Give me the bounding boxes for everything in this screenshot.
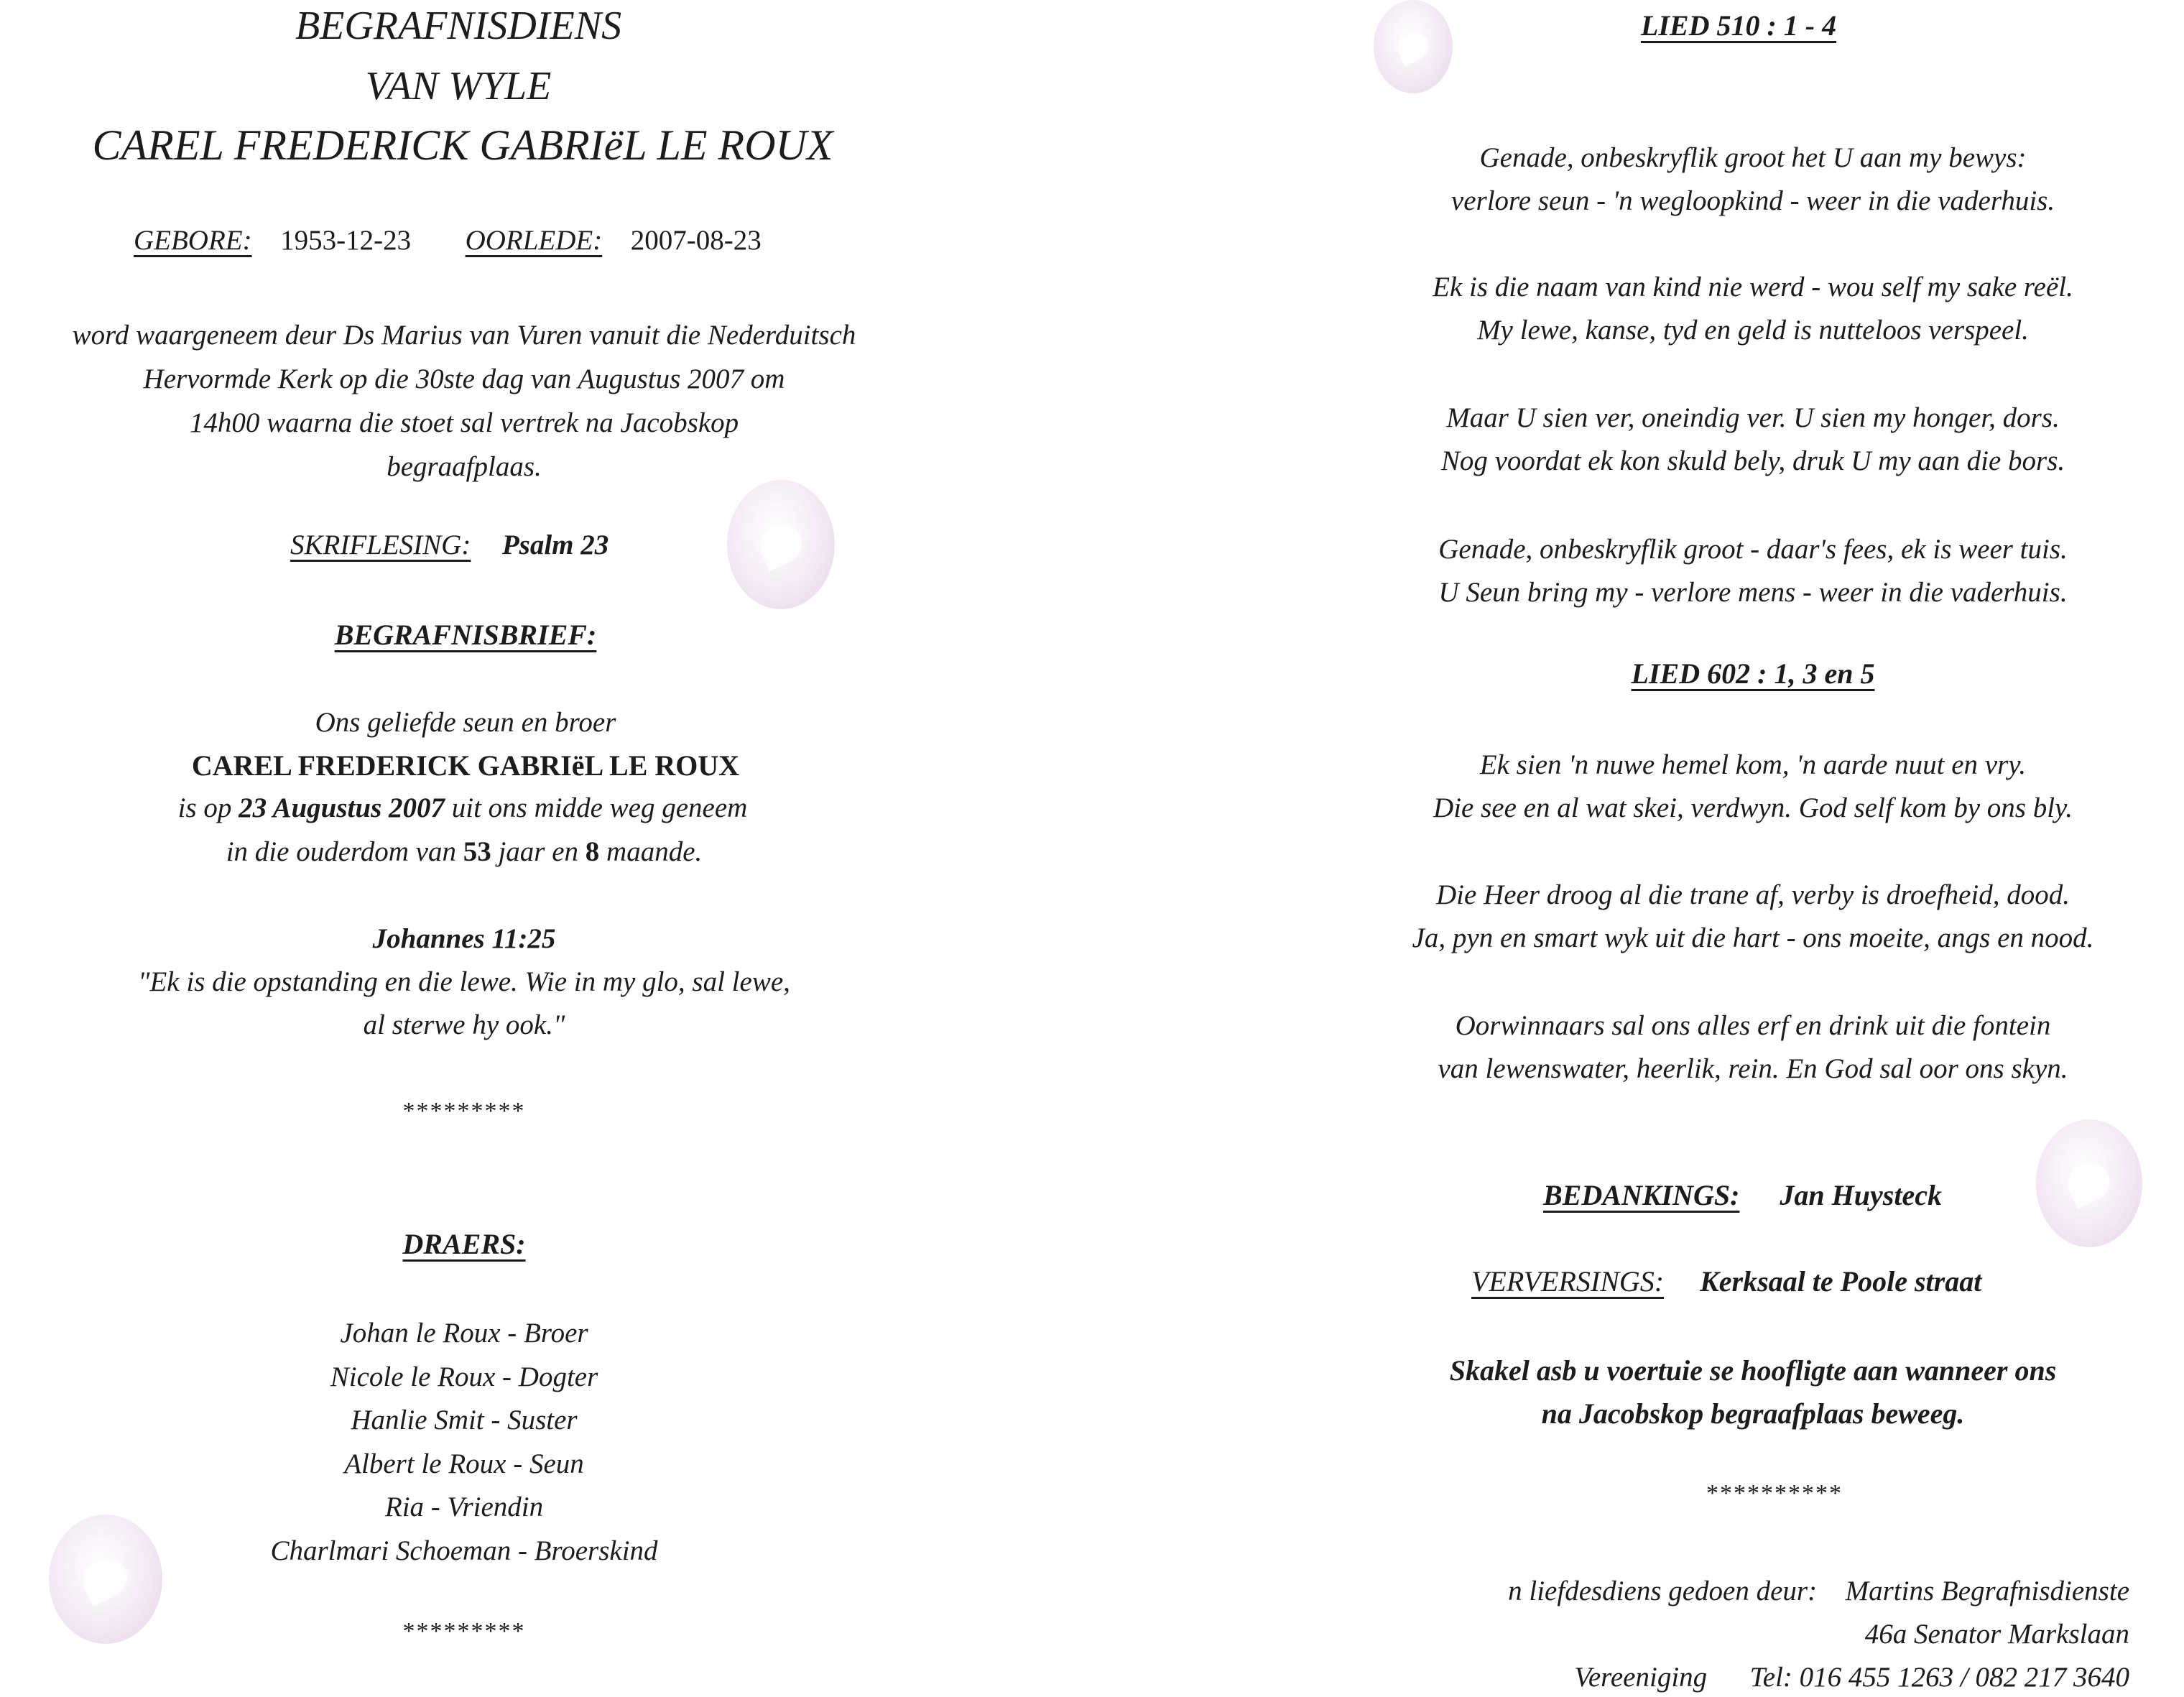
title-line-2: VAN WYLE: [365, 64, 552, 108]
hymn-line: My lewe, kanse, tyd en geld is nutteloos verspeel.: [1477, 315, 2029, 346]
born-date: 1953-12-23: [280, 225, 412, 256]
bearers-list: [270, 1312, 657, 1573]
letter-text: in die ouderdom van: [226, 836, 456, 867]
thanks-value: Jan Huysteck: [1780, 1179, 1942, 1211]
hymn-line: van lewenswater, heerlik, rein. En God sal oor ons skyn.: [1438, 1053, 2068, 1084]
thanks-label: BEDANKINGS:: [1543, 1179, 1740, 1211]
service-line: 14h00 waarna die stoet sal vertrek na Jacobskop: [189, 407, 739, 438]
dove-watermark-icon: [1374, 0, 1453, 93]
bearer-item: Albert le Roux - Seun: [344, 1448, 584, 1479]
hymn-1-heading: LIED 510 : 1 - 4: [1640, 9, 1837, 42]
refreshments-row: [1471, 1264, 1981, 1298]
hymn-line: U Seun bring my - verlore mens - weer in die vaderhuis.: [1438, 577, 2068, 608]
separator-stars: *********: [402, 1618, 526, 1645]
funeral-contact: [1574, 1661, 2129, 1693]
reading-value: Psalm 23: [501, 530, 609, 560]
service-by-value: Martins Begrafnisdienste: [1845, 1576, 2129, 1606]
hymn-2-verse-1: [1433, 744, 2073, 830]
verse-reference: Johannes 11:25: [372, 923, 556, 954]
dove-watermark-icon: [49, 1515, 162, 1644]
bearer-item: Nicole le Roux - Dogter: [330, 1361, 598, 1392]
letter-intro: Ons geliefde seun en broer: [315, 707, 616, 738]
hymn-1-verse-1: [1451, 137, 2055, 223]
bearers-heading: DRAERS:: [402, 1228, 526, 1260]
letter-text: uit ons midde weg geneem: [451, 792, 748, 823]
hymn-1-verse-3: [1441, 397, 2065, 483]
died-label: OORLEDE:: [465, 225, 603, 256]
born-label: GEBORE:: [134, 225, 252, 256]
hymn-2-verse-2: [1412, 874, 2094, 960]
age-years: 53: [463, 836, 491, 867]
dove-watermark-icon: [727, 480, 835, 609]
letter-line-date: [178, 792, 748, 824]
hymn-line: verlore seun - 'n wegloopkind - weer in die vaderhuis.: [1450, 185, 2055, 216]
refreshments-value: Kerksaal te Poole straat: [1700, 1265, 1982, 1298]
hymn-line: Genade, onbeskryflik groot - daar's fees, ek is weer tuis.: [1438, 534, 2068, 565]
hymn-line: Ek sien 'n nuwe hemel kom, 'n aarde nuut en vry.: [1479, 749, 2027, 780]
hymn-1-verse-4: [1438, 528, 2068, 614]
service-line: Hervormde Kerk op die 30ste dag van Augustus 2007 om: [143, 364, 785, 394]
scripture-reading: [290, 529, 609, 561]
bearer-item: Johan le Roux - Broer: [340, 1318, 588, 1349]
notice-line-2: na Jacobskop begraafplaas beweeg.: [1541, 1397, 1965, 1430]
hymn-line: Genade, onbeskryflik groot het U aan my bewys:: [1479, 142, 2027, 173]
service-line: word waargeneem deur Ds Marius van Vuren vanuit die Nederduitsch: [72, 320, 856, 351]
bearer-item: Hanlie Smit - Suster: [351, 1405, 578, 1435]
bearer-item: Ria - Vriendin: [384, 1492, 544, 1522]
letter-text: maande.: [606, 836, 703, 867]
letter-line-age: [226, 836, 703, 868]
hymn-line: Nog voordat ek kon skuld bely, druk U my aan die bors.: [1440, 445, 2065, 476]
hymn-line: Die Heer droog al die trane af, verby is droefheid, dood.: [1435, 879, 2070, 910]
hymn-2-verse-3: [1438, 1004, 2068, 1091]
refreshments-label: VERVERSINGS:: [1471, 1265, 1665, 1298]
funeral-tel: Tel: 016 455 1263 / 082 217 3640: [1749, 1662, 2129, 1693]
funeral-service-by: [1508, 1575, 2129, 1607]
verse-line-2: al sterwe hy ook.": [363, 1009, 565, 1040]
letter-heading: BEGRAFNISBRIEF:: [334, 619, 597, 651]
hymn-line: Ja, pyn en smart wyk uit die hart - ons moeite, angs en nood.: [1412, 923, 2094, 953]
deceased-name: CAREL FREDERICK GABRIëL LE ROUX: [92, 121, 833, 169]
separator-stars: *********: [402, 1098, 526, 1124]
verse-line-1: "Ek is die opstanding en die lewe. Wie in my glo, sal lewe,: [138, 966, 790, 997]
title-line-1: BEGRAFNISDIENS: [295, 4, 622, 48]
hymn-line: Die see en al wat skei, verdwyn. God self kom by ons bly.: [1433, 792, 2073, 823]
hymn-line: Maar U sien ver, oneindig ver. U sien my honger, dors.: [1446, 402, 2060, 433]
letter-text: is op: [177, 792, 232, 823]
hymn-1-verse-2: [1433, 266, 2073, 352]
dove-watermark-icon: [2036, 1119, 2142, 1247]
letter-text: jaar en: [498, 836, 579, 867]
age-months: 8: [585, 836, 600, 867]
thanks-row: [1543, 1178, 1942, 1212]
hymn-2-heading: LIED 602 : 1, 3 en 5: [1631, 657, 1875, 690]
hymn-line: Ek is die naam van kind nie werd - wou self my sake reël.: [1433, 272, 2073, 302]
notice-line-1: Skakel asb u voertuie se hoofligte aan wanneer ons: [1449, 1354, 2057, 1387]
funeral-address: 46a Senator Markslaan: [1864, 1619, 2129, 1650]
letter-name: CAREL FREDERICK GABRIëL LE ROUX: [191, 749, 740, 782]
service-by-label: n liefdesdiens gedoen deur:: [1508, 1576, 1818, 1606]
service-text: [73, 313, 856, 489]
service-line: begraafplaas.: [387, 451, 542, 482]
died-date: 2007-08-23: [630, 225, 762, 256]
bearer-item: Charlmari Schoeman - Broerskind: [270, 1535, 658, 1566]
separator-stars: **********: [1706, 1480, 1843, 1507]
dates-row: [134, 224, 762, 256]
funeral-city: Vereeniging: [1574, 1662, 1708, 1693]
letter-date: 23 Augustus 2007: [239, 792, 445, 823]
hymn-line: Oorwinnaars sal ons alles erf en drink uit die fontein: [1455, 1010, 2051, 1041]
reading-label: SKRIFLESING:: [290, 530, 471, 560]
